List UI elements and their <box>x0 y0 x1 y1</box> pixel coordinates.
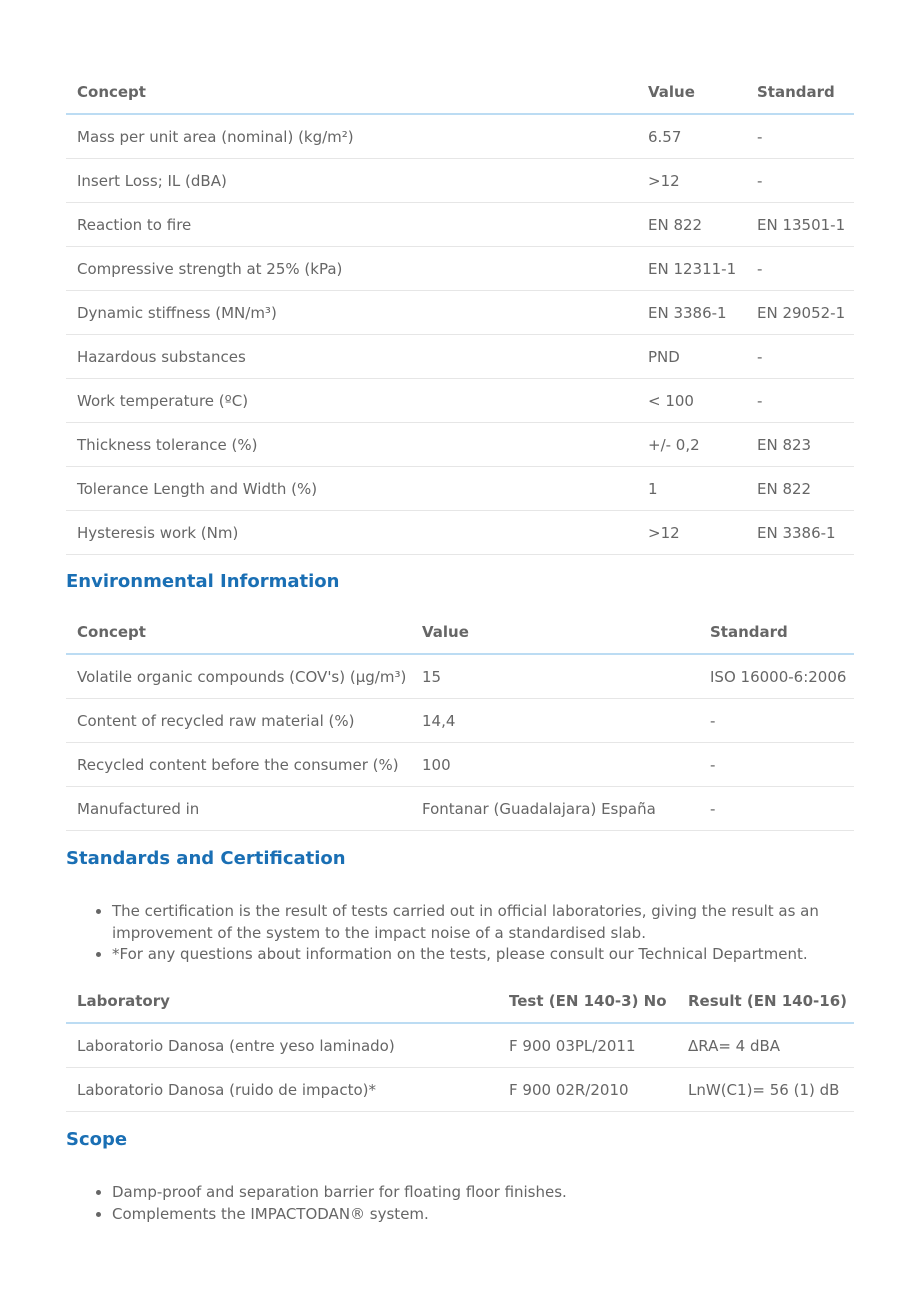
table-row <box>66 467 854 511</box>
table-row <box>66 423 854 467</box>
cell-value: >12 <box>637 159 746 203</box>
table-row <box>66 743 854 787</box>
table-row <box>66 1068 854 1112</box>
table-row <box>66 787 854 831</box>
scope-bullet-list <box>66 1182 872 1225</box>
cell-result: LnW(C1)= 56 (1) dB <box>677 1068 854 1112</box>
cell-value: 15 <box>411 654 699 699</box>
column-header-test: Test (EN 140-3) No <box>498 979 677 1023</box>
table-row <box>66 511 854 555</box>
table-header-row <box>66 610 854 654</box>
cell-value: +/- 0,2 <box>637 423 746 467</box>
column-header-standard: Standard <box>746 70 854 114</box>
list-item: • The certification is the result of tests carried out in official laboratories, giving the result as an improvement of the system to the impact noise of a standardised slab. <box>112 901 872 944</box>
environmental-table <box>66 610 854 831</box>
column-header-value: Value <box>411 610 699 654</box>
cell-standard: - <box>746 379 854 423</box>
cell-standard: - <box>746 335 854 379</box>
list-item: • *For any questions about information on the tests, please consult our Technical Department. <box>112 944 872 966</box>
cell-standard: - <box>699 743 854 787</box>
cell-concept: Recycled content before the consumer (%) <box>66 743 411 787</box>
standards-bullet-list <box>66 901 872 966</box>
table-row <box>66 379 854 423</box>
cell-value: 100 <box>411 743 699 787</box>
table-row <box>66 247 854 291</box>
cell-concept: Hazardous substances <box>66 335 637 379</box>
environmental-heading: Environmental Information <box>66 571 340 592</box>
column-header-concept: Concept <box>66 70 637 114</box>
scope-heading: Scope <box>66 1129 128 1150</box>
cell-standard: EN 822 <box>746 467 854 511</box>
cell-standard: EN 3386-1 <box>746 511 854 555</box>
cell-value: EN 822 <box>637 203 746 247</box>
cell-standard: EN 823 <box>746 423 854 467</box>
cell-concept: Work temperature (ºC) <box>66 379 637 423</box>
cell-standard: - <box>699 787 854 831</box>
cell-concept: Insert Loss; IL (dBA) <box>66 159 637 203</box>
cell-value: Fontanar (Guadalajara) España <box>411 787 699 831</box>
standards-heading: Standards and Certification <box>66 848 346 869</box>
cell-concept: Manufactured in <box>66 787 411 831</box>
table-row <box>66 654 854 699</box>
table-row <box>66 291 854 335</box>
cell-result: ΔRA= 4 dBA <box>677 1023 854 1068</box>
cell-concept: Reaction to fire <box>66 203 637 247</box>
cell-concept: Volatile organic compounds (COV's) (µg/m³) <box>66 654 411 699</box>
column-header-value: Value <box>637 70 746 114</box>
column-header-laboratory: Laboratory <box>66 979 498 1023</box>
cell-standard: - <box>746 159 854 203</box>
cell-standard: - <box>746 114 854 159</box>
column-header-standard: Standard <box>699 610 854 654</box>
cell-laboratory: Laboratorio Danosa (ruido de impacto)* <box>66 1068 498 1112</box>
laboratory-table <box>66 979 854 1112</box>
list-item: • Damp-proof and separation barrier for floating floor finishes. <box>112 1182 872 1204</box>
table-row <box>66 159 854 203</box>
cell-standard: ISO 16000-6:2006 <box>699 654 854 699</box>
cell-concept: Hysteresis work (Nm) <box>66 511 637 555</box>
table-row <box>66 335 854 379</box>
table-row <box>66 1023 854 1068</box>
column-header-result: Result (EN 140-16) <box>677 979 854 1023</box>
cell-value: EN 12311-1 <box>637 247 746 291</box>
cell-standard: EN 13501-1 <box>746 203 854 247</box>
cell-value: >12 <box>637 511 746 555</box>
table-row <box>66 203 854 247</box>
cell-value: PND <box>637 335 746 379</box>
cell-concept: Dynamic stiffness (MN/m³) <box>66 291 637 335</box>
cell-value: EN 3386-1 <box>637 291 746 335</box>
cell-value: < 100 <box>637 379 746 423</box>
cell-laboratory: Laboratorio Danosa (entre yeso laminado) <box>66 1023 498 1068</box>
cell-value: 6.57 <box>637 114 746 159</box>
cell-concept: Tolerance Length and Width (%) <box>66 467 637 511</box>
cell-standard: - <box>699 699 854 743</box>
column-header-concept: Concept <box>66 610 411 654</box>
cell-concept: Mass per unit area (nominal) (kg/m²) <box>66 114 637 159</box>
list-item: • Complements the IMPACTODAN® system. <box>112 1204 872 1226</box>
cell-test: F 900 03PL/2011 <box>498 1023 677 1068</box>
table-row <box>66 699 854 743</box>
table-header-row <box>66 979 854 1023</box>
cell-value: 1 <box>637 467 746 511</box>
cell-value: 14,4 <box>411 699 699 743</box>
cell-concept: Thickness tolerance (%) <box>66 423 637 467</box>
table-header-row <box>66 70 854 114</box>
technical-data-table <box>66 70 854 555</box>
cell-concept: Compressive strength at 25% (kPa) <box>66 247 637 291</box>
cell-test: F 900 02R/2010 <box>498 1068 677 1112</box>
cell-concept: Content of recycled raw material (%) <box>66 699 411 743</box>
cell-standard: - <box>746 247 854 291</box>
cell-standard: EN 29052-1 <box>746 291 854 335</box>
table-row <box>66 114 854 159</box>
